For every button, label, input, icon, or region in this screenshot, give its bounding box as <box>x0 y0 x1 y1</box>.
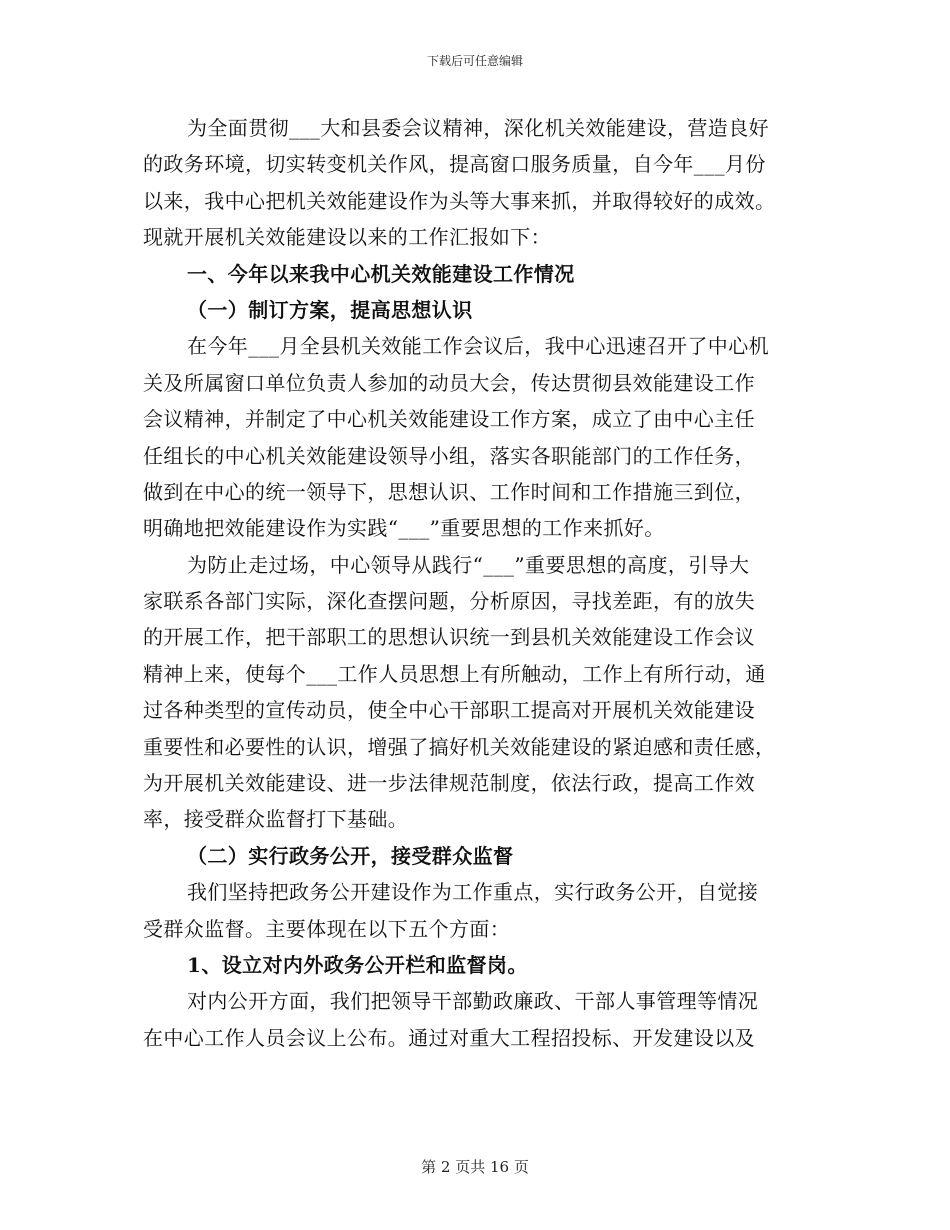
text-line: 做到在中心的统一领导下，思想认识、工作时间和工作措施三到位， <box>143 479 755 504</box>
text-line: 的政务环境，切实转变机关作风，提高窗口服务质量，自今年___月份 <box>143 152 766 177</box>
text-line: 在中心工作人员会议上公布。通过对重大工程招投标、开发建设以及 <box>143 1025 755 1050</box>
text-line: 会议精神，并制定了中心机关效能建设工作方案，成立了由中心主任 <box>143 407 755 432</box>
text-line: 我们坚持把政务公开建设作为工作重点，实行政务公开，自觉接 <box>187 880 759 905</box>
text-line: 受群众监督。主要体现在以下五个方面： <box>143 916 511 941</box>
text-line: 精神上来，使每个___工作人员思想上有所触动，工作上有所行动，通 <box>143 661 766 686</box>
text-line: 现就开展机关效能建设以来的工作汇报如下： <box>143 225 551 250</box>
page-header: 下载后可任意编辑 <box>426 54 523 68</box>
text-line: 家联系各部门实际，深化查摆问题，分析原因，寻找差距，有的放失 <box>143 589 755 614</box>
subsection-heading: （二）实行政务公开，接受群众监督 <box>187 843 514 868</box>
text-line: 率，接受群众监督打下基础。 <box>143 807 409 832</box>
text-line: 关及所属窗口单位负责人参加的动员大会，传达贯彻县效能建设工作 <box>143 370 755 395</box>
text-line: 过各种类型的宣传动员，使全中心干部职工提高对开展机关效能建设 <box>143 698 755 723</box>
text-line: 以来，我中心把机关效能建设作为头等大事来抓，并取得较好的成效。 <box>143 188 776 213</box>
text-line: 的开展工作，把干部职工的思想认识统一到县机关效能建设工作会议 <box>143 625 755 650</box>
text-line: 在今年___月全县机关效能工作会议后，我中心迅速召开了中心机 <box>187 334 769 359</box>
text-line: 对内公开方面，我们把领导干部勤政廉政、干部人事管理等情况 <box>187 989 759 1014</box>
page-number: 第 2 页共 16 页 <box>421 1158 529 1176</box>
document-body <box>143 110 807 1056</box>
section-heading: 一、今年以来我中心机关效能建设工作情况 <box>187 261 575 286</box>
text-line: 为开展机关效能建设、进一步法律规范制度，依法行政，提高工作效 <box>143 771 755 796</box>
text-line: 重要性和必要性的认识，增强了搞好机关效能建设的紧迫感和责任感， <box>143 734 776 759</box>
text-line: 为防止走过场，中心领导从践行“___”重要思想的高度，引导大 <box>187 552 750 577</box>
subsection-heading: （一）制订方案，提高思想认识 <box>187 297 473 322</box>
text-line: 为全面贯彻___大和县委会议精神，深化机关效能建设，营造良好 <box>187 116 769 140</box>
item-heading: 1、设立对内外政务公开栏和监督岗。 <box>187 952 528 977</box>
text-line: 任组长的中心机关效能建设领导小组，落实各职能部门的工作任务， <box>143 443 755 468</box>
text-line: 明确地把效能建设作为实践“___”重要思想的工作来抓好。 <box>143 516 665 541</box>
